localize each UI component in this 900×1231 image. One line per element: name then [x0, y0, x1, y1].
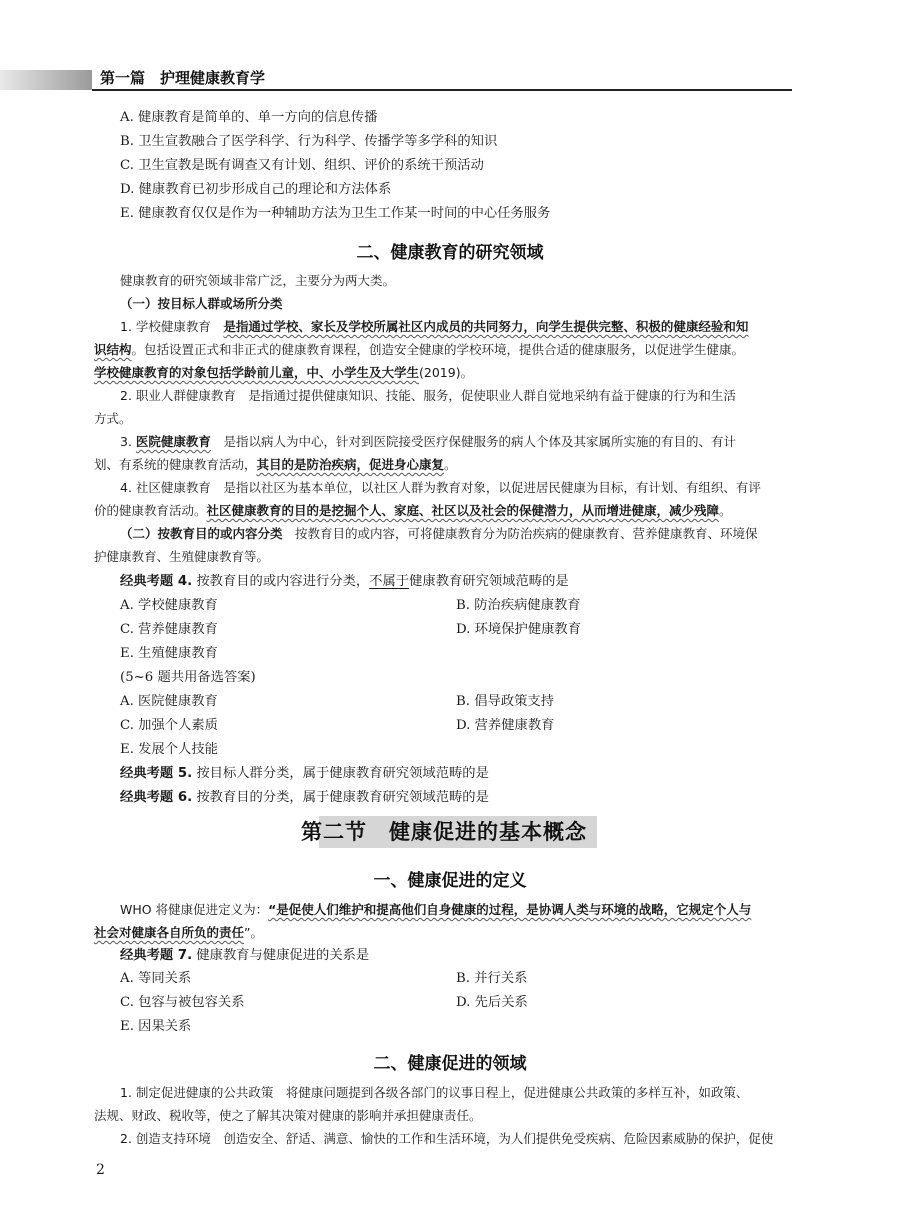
- shared-options-note: (5~6 题共用备选答案): [120, 670, 256, 685]
- option-c: C. 卫生宣教是既有调查又有计划、组织、评价的系统干预活动: [120, 158, 484, 173]
- subheading-by-purpose: （二）按教育目的或内容分类 按教育目的或内容，可将健康教育分为防治疾病的健康教育、营养健康教育、环境保: [120, 526, 758, 541]
- hospital-line-2: 划、有系统的健康教育活动，其目的是防治疾病，促进身心康复。: [94, 457, 457, 472]
- heading-fields: 二、健康促进的领域: [373, 1054, 527, 1074]
- shared-option-e: E. 发展个人技能: [120, 742, 218, 757]
- school-line-2: 识结构。包括设置正式和非正式的健康教育课程，创造安全健康的学校环境，提供合适的健康服务，以促进学生健康。: [94, 342, 745, 357]
- header-rule: [92, 89, 792, 91]
- q4-option-c: C. 营养健康教育: [120, 622, 218, 637]
- header-title: 第一篇 护理健康教育学: [100, 69, 266, 87]
- community-line-2: 价的健康教育活动。社区健康教育的目的是挖掘个人、家庭、社区以及社会的保健潜力，从而增进健康，减少残障。: [94, 503, 732, 518]
- option-b: B. 卫生宣教融合了医学科学、行为科学、传播学等多学科的知识: [120, 134, 498, 149]
- q4-option-e: E. 生殖健康教育: [120, 646, 218, 661]
- occupational-line-1: 2. 职业人群健康教育 是指通过提供健康知识、技能、服务，促使职业人群自觉地采纳有益于健康的行为和生活: [120, 388, 736, 403]
- field-line-2: 法规、财政、税收等，使之了解其决策对健康的影响并承担健康责任。: [94, 1108, 482, 1123]
- section-title-block: [291, 812, 597, 852]
- field-line-3: 2. 创造支持环境 创造安全、舒适、满意、愉快的工作和生活环境，为人们提供免受疾病、危险因素威胁的保护，促使: [120, 1131, 774, 1146]
- question-6-stem: 经典考题 6. 按教育目的分类，属于健康教育研究领域范畴的是: [120, 790, 489, 805]
- by-purpose-line-2: 护健康教育、生殖健康教育等。: [94, 549, 270, 564]
- community-line-1: 4. 社区健康教育 是指以社区为基本单位，以社区人群为教育对象，以促进居民健康为目标，有计划、有组织、有评: [120, 480, 761, 495]
- q4-option-d: D. 环境保护健康教育: [456, 622, 582, 637]
- research-intro: 健康教育的研究领域非常广泛，主要分为两大类。: [120, 273, 396, 288]
- running-header: [0, 58, 900, 90]
- school-line-3: 学校健康教育的对象包括学龄前儿童，中、小学生及大学生(2019)。: [94, 365, 474, 380]
- shared-option-c: C. 加强个人素质: [120, 718, 218, 733]
- page-number: 2: [96, 1162, 105, 1178]
- occupational-line-2: 方式。: [94, 411, 132, 426]
- heading-research-fields: 二、健康教育的研究领域: [356, 243, 544, 263]
- subheading-by-target: （一）按目标人群或场所分类: [120, 296, 283, 311]
- section-title: 第二节 健康促进的基本概念: [301, 819, 587, 844]
- option-d: D. 健康教育已初步形成自己的理论和方法体系: [120, 182, 392, 197]
- q7-option-c: C. 包容与被包容关系: [120, 995, 245, 1010]
- q7-option-d: D. 先后关系: [456, 995, 528, 1010]
- school-line-1: 1. 学校健康教育 是指通过学校、家长及学校所属社区内成员的共同努力，向学生提供完整、积极的健康经验和知: [120, 319, 749, 334]
- q7-option-a: A. 等同关系: [120, 971, 192, 986]
- option-a: A. 健康教育是简单的、单一方向的信息传播: [120, 110, 378, 125]
- definition-line-2: 社会对健康各自所负的责任”。: [94, 925, 263, 940]
- q4-option-b: B. 防治疾病健康教育: [456, 598, 581, 613]
- shared-option-b: B. 倡导政策支持: [456, 694, 555, 709]
- field-line-1: 1. 制定促进健康的公共政策 将健康问题提到各级各部门的议事日程上，促进健康公共政策的多样互补，如政策、: [120, 1085, 749, 1100]
- shared-option-d: D. 营养健康教育: [456, 718, 555, 733]
- definition-line-1: WHO 将健康促进定义为：“是促使人们维护和提高他们自身健康的过程，是协调人类与环境的战略，它规定个人与: [120, 902, 752, 917]
- q4-option-a: A. 学校健康教育: [120, 598, 218, 613]
- shared-option-a: A. 医院健康教育: [120, 694, 218, 709]
- question-5-stem: 经典考题 5. 按目标人群分类，属于健康教育研究领域范畴的是: [120, 766, 489, 781]
- q7-option-b: B. 并行关系: [456, 971, 528, 986]
- option-e: E. 健康教育仅仅是作为一种辅助方法为卫生工作某一时间的中心任务服务: [120, 206, 551, 221]
- question-7-stem: 经典考题 7. 健康教育与健康促进的关系是: [120, 948, 370, 963]
- hospital-line-1: 3. 医院健康教育 是指以病人为中心，针对到医院接受医疗保健服务的病人个体及其家属所实施的有目的、有计: [120, 434, 736, 449]
- heading-definition: 一、健康促进的定义: [373, 871, 527, 891]
- header-gray-bar: [0, 70, 92, 90]
- q7-option-e: E. 因果关系: [120, 1019, 192, 1034]
- question-4-stem: 经典考题 4. 按教育目的或内容进行分类，不属于健康教育研究领域范畴的是: [120, 574, 569, 589]
